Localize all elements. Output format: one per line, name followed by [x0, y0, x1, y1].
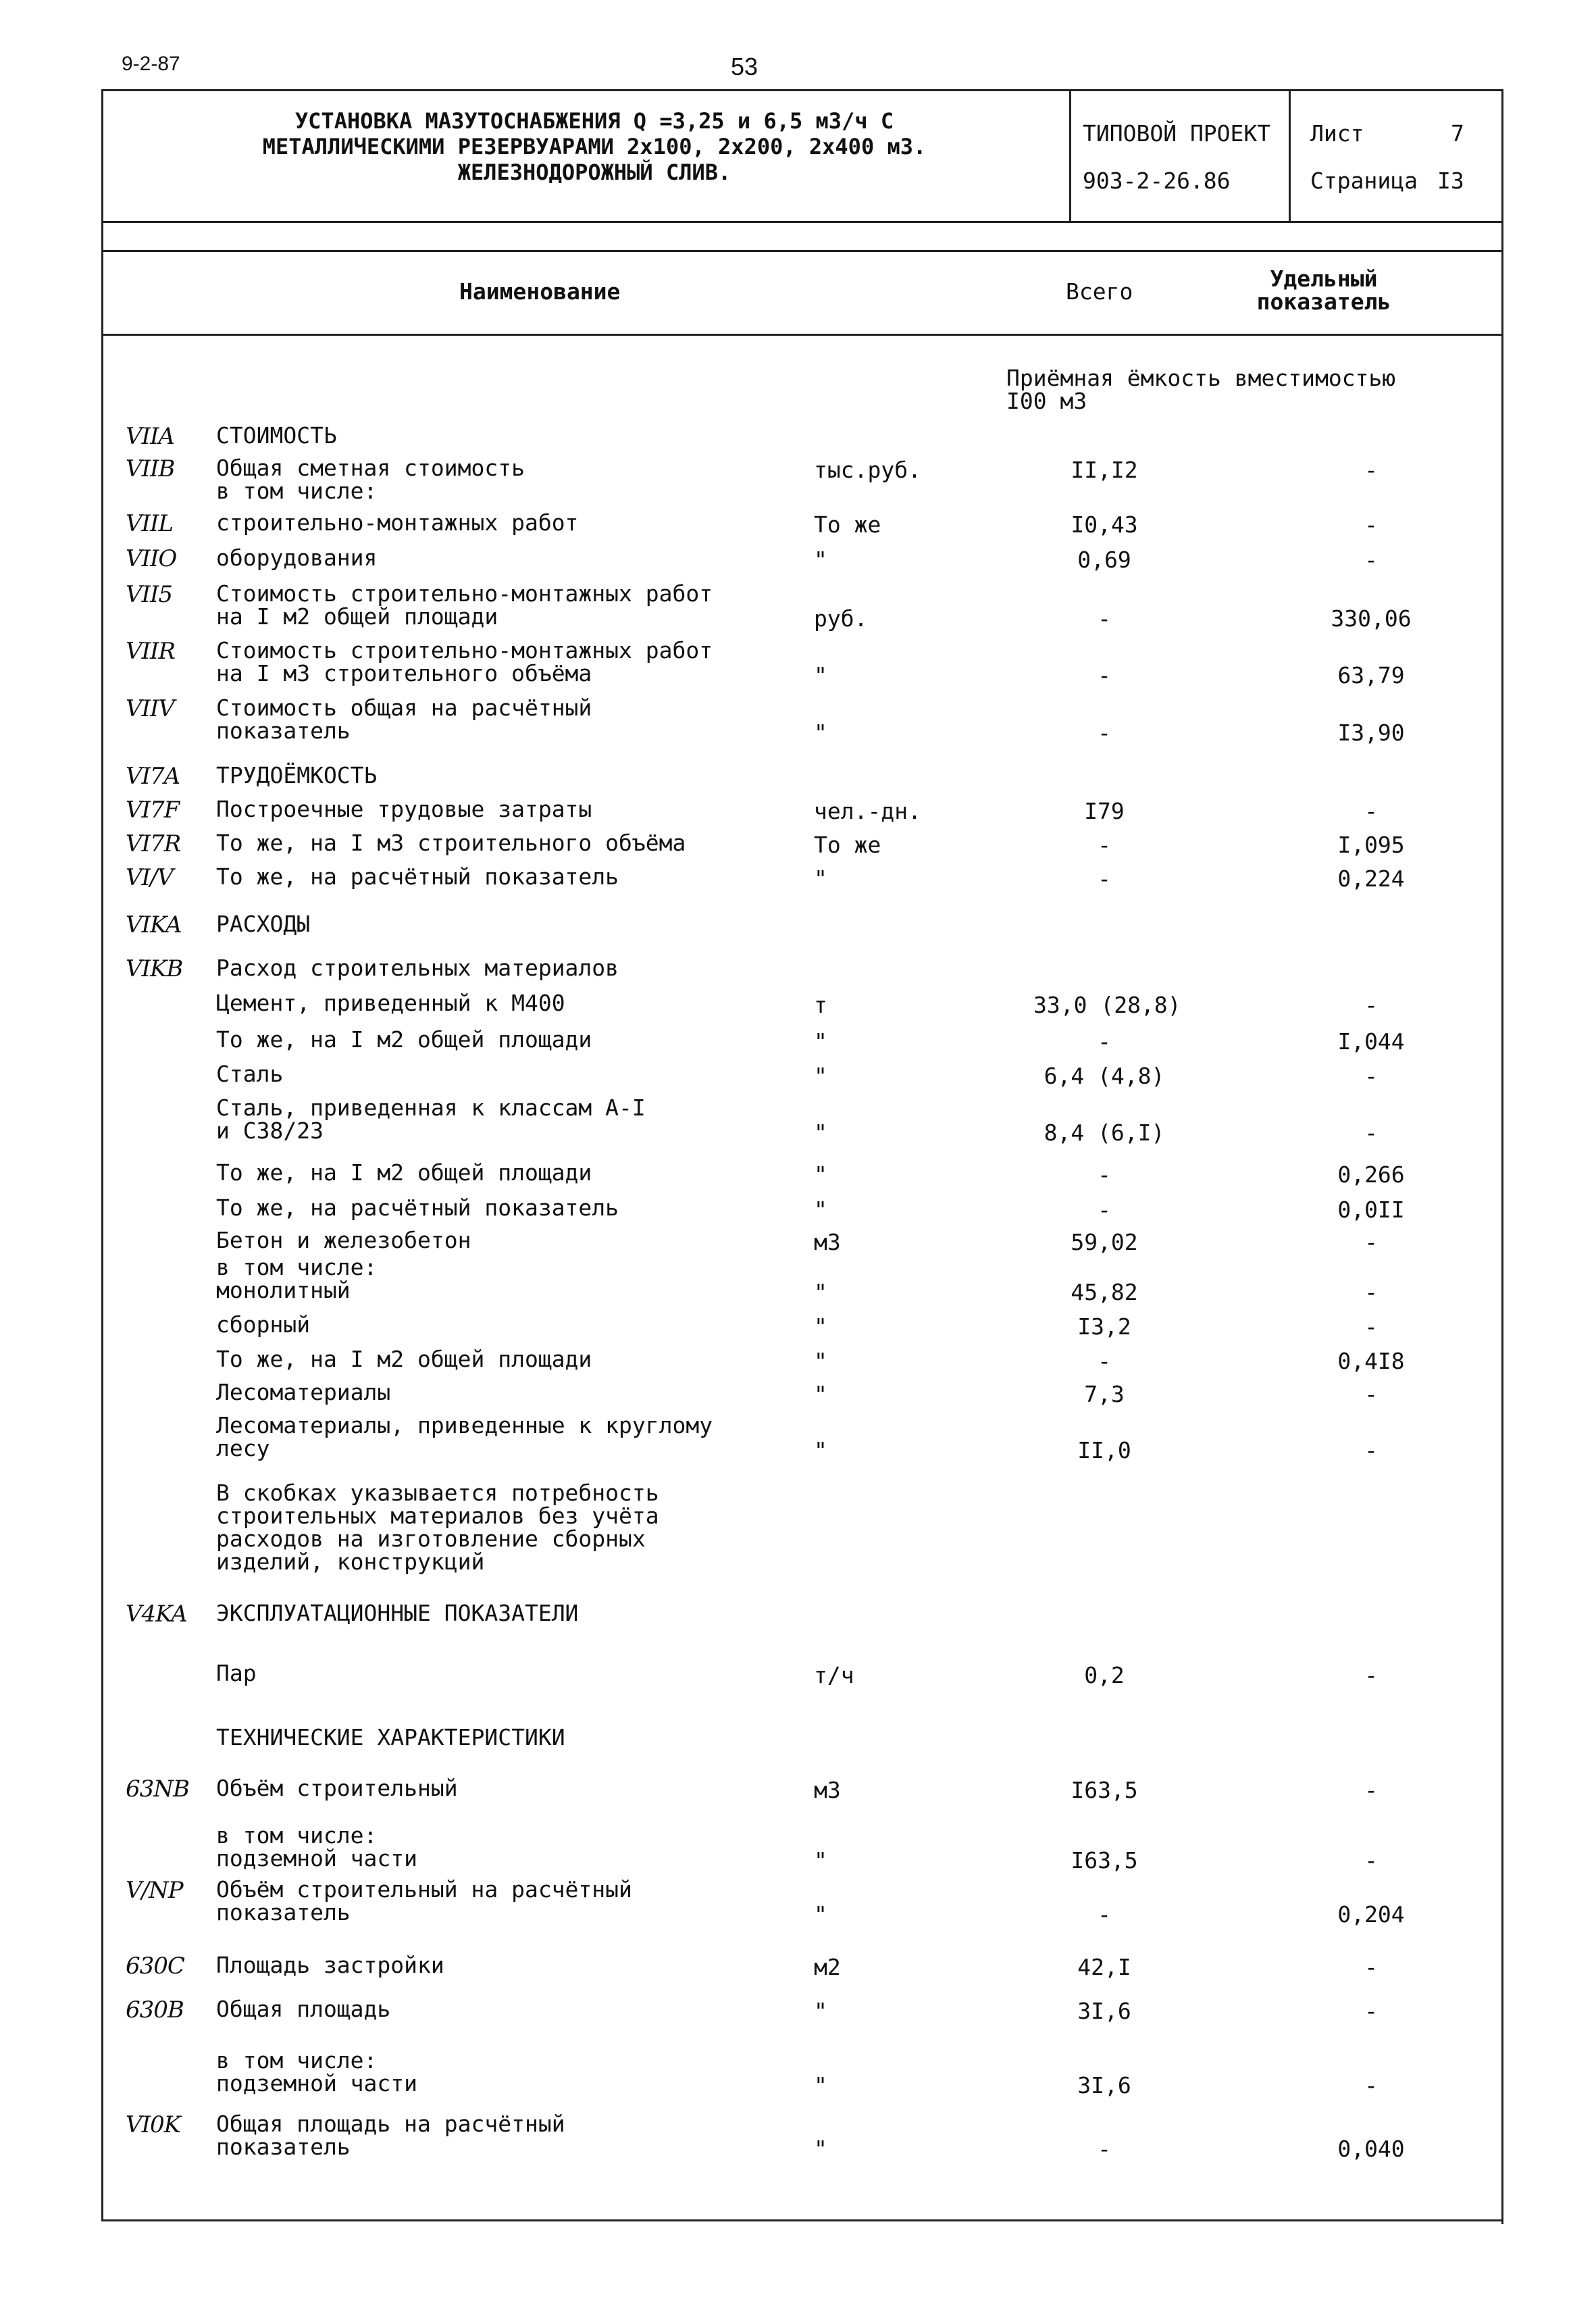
row-total: 33,0 (28,8)	[1033, 992, 1181, 1018]
row-name: РАСХОДЫ	[216, 911, 311, 937]
doc-code: 9-2-87	[122, 53, 180, 75]
header-total: Всего	[1066, 278, 1133, 305]
row-name: в том числе: подземной части	[216, 1822, 418, 1871]
row-name: Объём строительный	[216, 1775, 458, 1801]
row-total: II,I2	[1071, 457, 1138, 483]
row-name: Площадь застройки	[216, 1952, 444, 1978]
frame-right	[1501, 89, 1503, 2224]
row-specific: -	[1364, 1662, 1378, 1688]
row-unit: "	[814, 1063, 827, 1089]
row-total: -	[1098, 832, 1111, 858]
row-specific: -	[1364, 798, 1378, 824]
header-name: Наименование	[459, 278, 621, 305]
row-specific: 0,204	[1337, 1901, 1405, 1928]
header-specific: Удельный показатель	[1256, 266, 1391, 315]
row-name: Лесоматериалы, приведенные к круглому лесу	[216, 1412, 713, 1461]
row-name: Стоимость общая на расчётный показатель	[216, 695, 592, 744]
row-total: 0,2	[1084, 1662, 1125, 1688]
row-code: VIIV	[126, 695, 174, 722]
row-total: -	[1098, 720, 1111, 746]
row-total: 3I,6	[1077, 1998, 1131, 2024]
row-unit: "	[814, 2072, 827, 2098]
row-total: I79	[1084, 798, 1125, 824]
row-code: V4KA	[126, 1601, 187, 1628]
row-total: -	[1098, 1028, 1111, 1055]
row-code: V/NP	[126, 1877, 183, 1904]
project-label: ТИПОВОЙ ПРОЕКТ	[1083, 120, 1271, 147]
row-total: -	[1098, 662, 1111, 688]
row-unit: "	[814, 720, 827, 746]
page-number: 53	[731, 53, 758, 80]
frame-left	[101, 89, 103, 2221]
row-unit: тыс.руб.	[814, 457, 921, 483]
row-name: в том числе: подземной части	[216, 2047, 418, 2096]
row-specific: -	[1364, 1437, 1378, 1463]
row-code: VI7R	[126, 830, 181, 857]
row-specific: I,044	[1337, 1028, 1405, 1055]
row-name: СТОИМОСТЬ	[216, 422, 337, 449]
row-name: Стоимость строительно-монтажных работ на I м3 строительного объёма	[216, 637, 713, 686]
row-unit: То же	[814, 511, 881, 538]
row-specific: -	[1364, 1777, 1378, 1803]
row-name: Общая сметная стоимость в том числе:	[216, 455, 525, 504]
row-total: -	[1098, 865, 1111, 892]
row-specific: I,095	[1337, 832, 1405, 858]
row-name: Объём строительный на расчётный показатель	[216, 1876, 632, 1926]
row-specific: I3,90	[1337, 720, 1405, 746]
row-total: 3I,6	[1077, 2072, 1131, 2098]
row-name: Цемент, приведенный к М400	[216, 990, 565, 1016]
row-unit: "	[814, 1279, 827, 1305]
row-total: -	[1098, 2136, 1111, 2162]
row-total: 45,82	[1071, 1279, 1138, 1305]
row-name: То же, на I м3 строительного объёма	[216, 830, 686, 856]
frame-top	[103, 89, 1503, 91]
page-value: I3	[1437, 168, 1464, 194]
row-code: VI0K	[126, 2111, 181, 2138]
capacity-note: Приёмная ёмкость вместимостью I00 м3	[1006, 365, 1396, 414]
row-code: VIIO	[126, 545, 177, 572]
row-name: Пар	[216, 1660, 257, 1686]
row-total: I63,5	[1071, 1777, 1138, 1803]
page-label: Страница	[1310, 168, 1418, 194]
row-unit: "	[814, 1120, 827, 1146]
row-unit: т/ч	[814, 1662, 854, 1688]
row-name: То же, на расчётный показатель	[216, 863, 619, 890]
row-total: -	[1098, 1901, 1111, 1928]
row-specific: 330,06	[1331, 605, 1412, 632]
row-name: сборный	[216, 1311, 311, 1338]
table-header-bottom	[103, 334, 1503, 336]
row-code: VI/V	[126, 864, 173, 891]
row-name: Стоимость строительно-монтажных работ на I м2 общей площади	[216, 580, 713, 630]
row-specific: -	[1364, 1063, 1378, 1089]
row-specific: 63,79	[1337, 662, 1405, 688]
sheet-value: 7	[1451, 120, 1464, 147]
row-name: Сталь	[216, 1061, 284, 1087]
row-code: 630B	[126, 1996, 184, 2023]
row-specific: -	[1364, 992, 1378, 1018]
row-name: Общая площадь	[216, 1996, 391, 2022]
row-unit: "	[814, 1161, 827, 1188]
row-unit: "	[814, 1197, 827, 1223]
row-specific: -	[1364, 1381, 1378, 1407]
row-specific: 0,0II	[1337, 1197, 1405, 1223]
row-name: оборудования	[216, 545, 378, 571]
row-name: То же, на I м2 общей площади	[216, 1346, 592, 1372]
row-specific: 0,224	[1337, 865, 1405, 892]
row-code: 63NB	[126, 1776, 189, 1803]
table-header-top	[103, 250, 1503, 252]
row-total: I0,43	[1071, 511, 1138, 538]
row-specific: 0,4I8	[1337, 1348, 1405, 1374]
row-name: в том числе: монолитный	[216, 1254, 378, 1303]
row-specific: -	[1364, 1998, 1378, 2024]
row-unit: "	[814, 662, 827, 688]
row-total: I3,2	[1077, 1313, 1131, 1340]
document-title: УСТАНОВКА МАЗУТОСНАБЖЕНИЯ Q =3,25 и 6,5 м3/ч С МЕТАЛЛИЧЕСКИМИ РЕЗЕРВУАРАМИ 2х100, 2х200, 2х400 м3. ЖЕЛЕЗНОДОРОЖНЫЙ СЛИВ.	[262, 108, 927, 185]
row-unit: "	[814, 1381, 827, 1407]
row-total: 7,3	[1084, 1381, 1125, 1407]
row-name: ЭКСПЛУАТАЦИОННЫЕ ПОКАЗАТЕЛИ	[216, 1600, 579, 1626]
row-name: Лесоматериалы	[216, 1379, 391, 1405]
row-unit: м3	[814, 1777, 841, 1803]
frame-bottom	[103, 2219, 1503, 2221]
row-specific: -	[1364, 1229, 1378, 1255]
row-total: 6,4 (4,8)	[1044, 1063, 1165, 1089]
row-unit: "	[814, 1998, 827, 2024]
row-name: строительно-монтажных работ	[216, 509, 579, 536]
row-specific: -	[1364, 511, 1378, 538]
row-unit: чел.-дн.	[814, 798, 921, 824]
row-unit: т	[814, 992, 827, 1018]
row-unit: м2	[814, 1954, 841, 1980]
row-unit: "	[814, 1028, 827, 1055]
row-code: VIIR	[126, 638, 176, 665]
row-unit: "	[814, 1437, 827, 1463]
row-unit: "	[814, 1847, 827, 1873]
row-name: ТЕХНИЧЕСКИЕ ХАРАКТЕРИСТИКИ	[216, 1724, 565, 1751]
row-name: В скобках указывается потребность строительных материалов без учёта расходов на изготовление сборных изделий, конструкций	[216, 1480, 659, 1575]
row-unit: м3	[814, 1229, 841, 1255]
row-code: VI7F	[126, 797, 180, 824]
row-name: То же, на I м2 общей площади	[216, 1026, 592, 1053]
row-total: 42,I	[1077, 1954, 1131, 1980]
row-specific: -	[1364, 457, 1378, 483]
row-code: VIIL	[126, 510, 173, 537]
row-unit: "	[814, 1901, 827, 1928]
row-unit: "	[814, 1313, 827, 1340]
row-unit: "	[814, 547, 827, 573]
row-code: VI7A	[126, 763, 180, 790]
row-name: Расход строительных материалов	[216, 955, 619, 981]
row-specific: -	[1364, 1313, 1378, 1340]
row-unit: То же	[814, 832, 881, 858]
row-name: Сталь, приведенная к классам А-I и С38/23	[216, 1095, 646, 1144]
row-name: ТРУДОЁМКОСТЬ	[216, 762, 378, 788]
row-name: Бетон и железобетон	[216, 1227, 471, 1253]
sheet-label: Лист	[1310, 120, 1364, 147]
row-total: 59,02	[1071, 1229, 1138, 1255]
row-unit: "	[814, 865, 827, 892]
title-block-divider-1	[1069, 89, 1071, 221]
row-total: -	[1098, 1161, 1111, 1188]
row-total: 8,4 (6,I)	[1044, 1120, 1165, 1146]
row-total: -	[1098, 1348, 1111, 1374]
row-total: -	[1098, 605, 1111, 632]
title-block-bottom	[103, 221, 1503, 223]
row-total: I63,5	[1071, 1847, 1138, 1873]
row-specific: -	[1364, 1120, 1378, 1146]
row-name: То же, на I м2 общей площади	[216, 1159, 592, 1186]
row-specific: 0,040	[1337, 2136, 1405, 2162]
row-unit: "	[814, 2136, 827, 2162]
row-code: VIIB	[126, 455, 175, 482]
row-unit: руб.	[814, 605, 868, 632]
row-total: II,0	[1077, 1437, 1131, 1463]
row-specific: -	[1364, 2072, 1378, 2098]
row-specific: -	[1364, 547, 1378, 573]
row-unit: "	[814, 1348, 827, 1374]
row-name: Общая площадь на расчётный показатель	[216, 2111, 565, 2160]
row-specific: -	[1364, 1847, 1378, 1873]
row-specific: -	[1364, 1954, 1378, 1980]
row-code: VIIA	[126, 423, 174, 450]
row-name: Построечные трудовые затраты	[216, 796, 592, 822]
row-specific: -	[1364, 1279, 1378, 1305]
row-name: То же, на расчётный показатель	[216, 1194, 619, 1221]
title-block-divider-2	[1289, 89, 1291, 221]
row-total: -	[1098, 1197, 1111, 1223]
row-code: VIKB	[126, 955, 183, 982]
project-number: 903-2-26.86	[1083, 168, 1231, 194]
row-code: VII5	[126, 581, 173, 608]
row-code: 630C	[126, 1953, 184, 1980]
row-total: 0,69	[1077, 547, 1131, 573]
row-specific: 0,266	[1337, 1161, 1405, 1188]
row-code: VIKA	[126, 911, 182, 938]
